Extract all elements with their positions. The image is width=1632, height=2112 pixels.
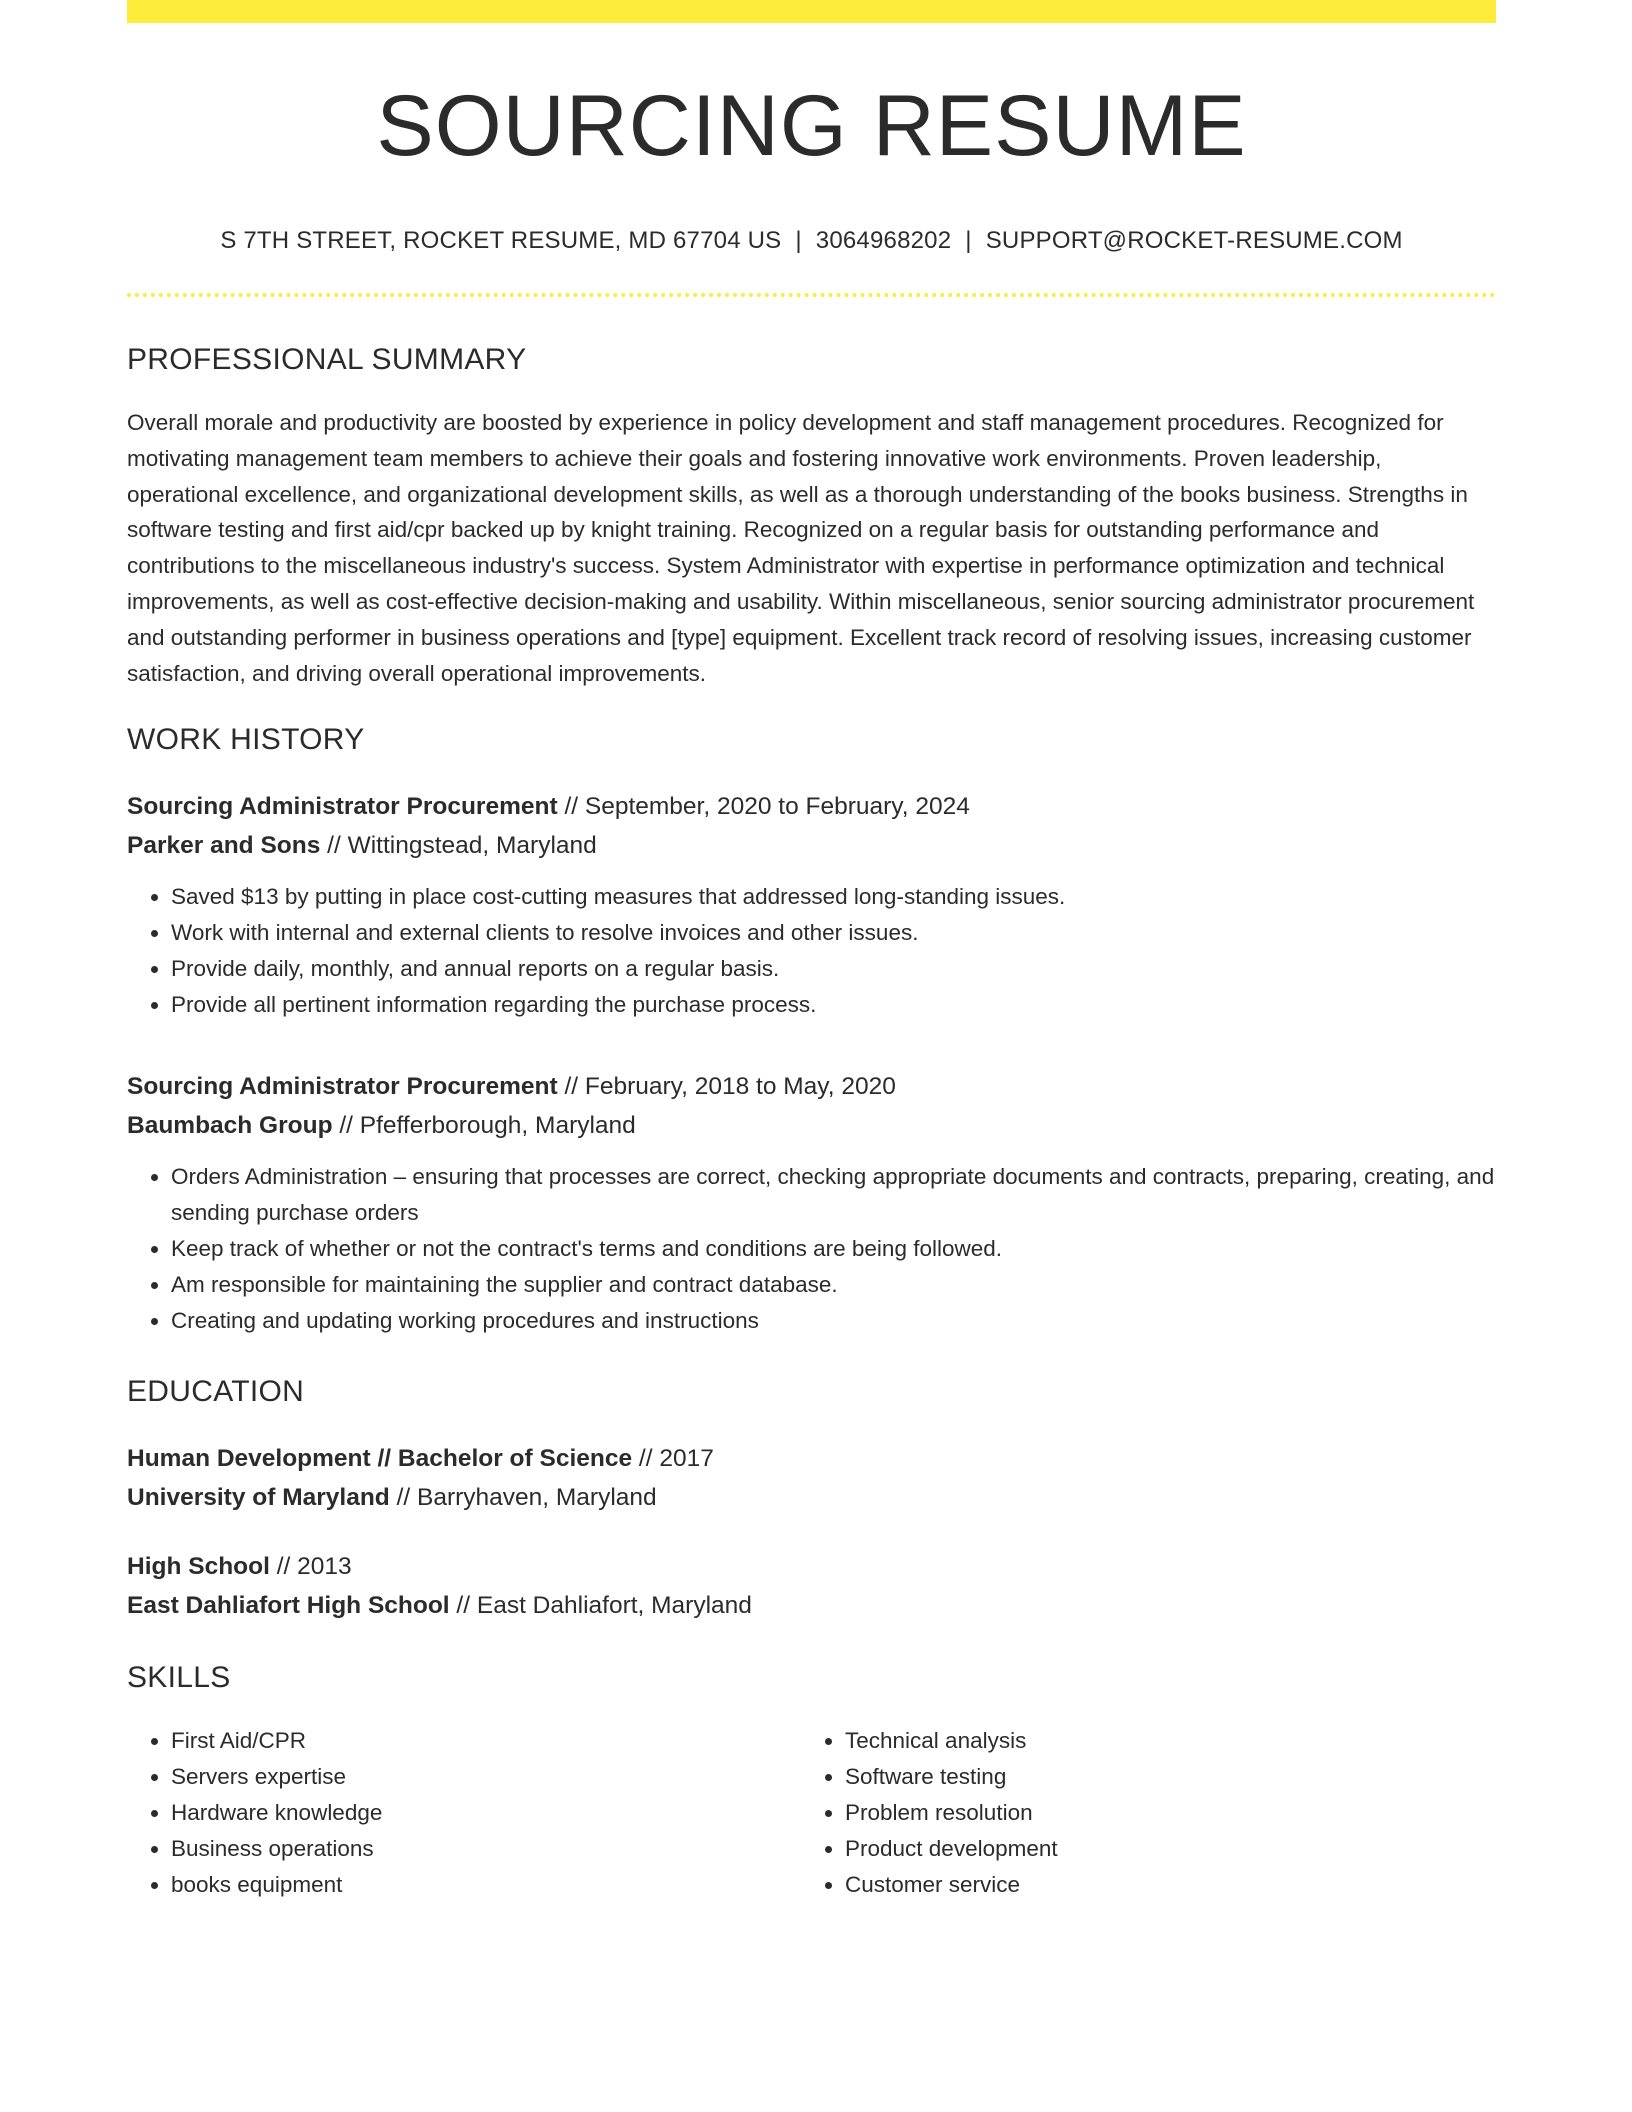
summary-heading: PROFESSIONAL SUMMARY xyxy=(127,343,527,376)
education-school-line xyxy=(127,1478,1496,1517)
contact-separator: | xyxy=(795,227,802,254)
education-year: // 2017 xyxy=(632,1445,714,1473)
job-role-line xyxy=(127,787,1496,826)
contact-email: SUPPORT@ROCKET-RESUME.COM xyxy=(985,227,1403,254)
education-degree: Human Development // Bachelor of Science xyxy=(127,1445,633,1473)
contact-separator: | xyxy=(965,227,972,254)
resume-page xyxy=(127,0,1496,1903)
education-degree-line xyxy=(127,1439,1496,1478)
job-bullet: • Creating and updating working procedures and instructions xyxy=(171,1303,1496,1339)
skill-item: • Hardware knowledge xyxy=(171,1795,801,1831)
skill-item: • Servers expertise xyxy=(171,1759,801,1795)
skill-item: • First Aid/CPR xyxy=(171,1723,801,1759)
skill-item: • Software testing xyxy=(845,1759,1475,1795)
job-company: Baumbach Group xyxy=(127,1112,333,1140)
work-history-heading: WORK HISTORY xyxy=(127,723,365,757)
job-company-line xyxy=(127,1106,1496,1145)
skill-item: • books equipment xyxy=(171,1867,801,1903)
education-school: East Dahliafort High School xyxy=(127,1592,450,1620)
accent-top-bar xyxy=(127,0,1496,23)
skill-item: • Problem resolution xyxy=(845,1795,1475,1831)
education-degree: High School xyxy=(127,1553,270,1581)
job-location: // Pfefferborough, Maryland xyxy=(332,1112,636,1140)
skill-item: • Business operations xyxy=(171,1831,801,1867)
skills-heading: SKILLS xyxy=(127,1661,231,1695)
skill-item: • Customer service xyxy=(845,1867,1475,1903)
resume-title: SOURCING RESUME xyxy=(376,78,1247,174)
education-year: // 2013 xyxy=(269,1553,352,1581)
skills-columns xyxy=(127,1723,1496,1903)
job-dates: // September, 2020 to February, 2024 xyxy=(557,793,970,821)
job-role-line xyxy=(127,1067,1496,1106)
contact-address: S 7TH STREET, ROCKET RESUME, MD 67704 US xyxy=(220,227,782,254)
job-role: Sourcing Administrator Procurement xyxy=(127,793,558,821)
job-dates: // February, 2018 to May, 2020 xyxy=(557,1073,896,1101)
education-degree-line xyxy=(127,1547,1496,1586)
job-bullet: • Keep track of whether or not the contract's terms and conditions are being followed. xyxy=(171,1231,1496,1267)
job-bullet: • Orders Administration – ensuring that processes are correct, checking appropriate documents and contracts, preparing, creating, and sending purchase orders xyxy=(171,1159,1496,1231)
education-school: University of Maryland xyxy=(127,1484,390,1512)
job-bullets xyxy=(127,879,1496,1023)
job-company-line xyxy=(127,826,1496,865)
summary-text: Overall morale and productivity are boosted by experience in policy development and staff management procedures. Recognized for motivating management team members to achieve their goals and fostering innovative work environments. Proven leadership, operational excellence, and organizational development skills, as well as a thorough understanding of the books business. Strengths in software testing and first aid/cpr backed up by knight training. Recognized on a regular basis for outstanding performance and contributions to the miscellaneous industry's success. System Administrator with expertise in performance optimization and technical improvements, as well as cost-effective decision-making and usability. Within miscellaneous, senior sourcing administrator procurement and outstanding performer in business operations and [type] equipment. Excellent track record of resolving issues, increasing customer satisfaction, and driving overall operational improvements. xyxy=(127,410,1475,686)
contact-line xyxy=(127,227,1496,255)
job-bullet: • Provide all pertinent information regarding the purchase process. xyxy=(171,987,1496,1023)
dotted-divider xyxy=(127,293,1496,297)
skills-right-list xyxy=(801,1723,1475,1903)
skills-left-list xyxy=(127,1723,801,1903)
job-entry xyxy=(127,787,1496,1023)
job-bullets xyxy=(127,1159,1496,1339)
job-bullet: • Work with internal and external clients to resolve invoices and other issues. xyxy=(171,915,1496,951)
skill-item: • Technical analysis xyxy=(845,1723,1475,1759)
job-bullet: • Provide daily, monthly, and annual reports on a regular basis. xyxy=(171,951,1496,987)
job-bullet: • Am responsible for maintaining the supplier and contract database. xyxy=(171,1267,1496,1303)
education-location: // East Dahliafort, Maryland xyxy=(449,1592,752,1620)
education-heading: EDUCATION xyxy=(127,1375,305,1409)
skill-item: • Product development xyxy=(845,1831,1475,1867)
education-school-line xyxy=(127,1586,1496,1625)
job-bullet: • Saved $13 by putting in place cost-cutting measures that addressed long-standing issues. xyxy=(171,879,1496,915)
education-entry xyxy=(127,1439,1496,1517)
education-location: // Barryhaven, Maryland xyxy=(389,1484,657,1512)
job-location: // Wittingstead, Maryland xyxy=(320,832,597,860)
job-entry xyxy=(127,1067,1496,1339)
job-company: Parker and Sons xyxy=(127,832,321,860)
education-entry xyxy=(127,1547,1496,1625)
contact-phone: 3064968202 xyxy=(815,227,952,254)
job-role: Sourcing Administrator Procurement xyxy=(127,1073,558,1101)
